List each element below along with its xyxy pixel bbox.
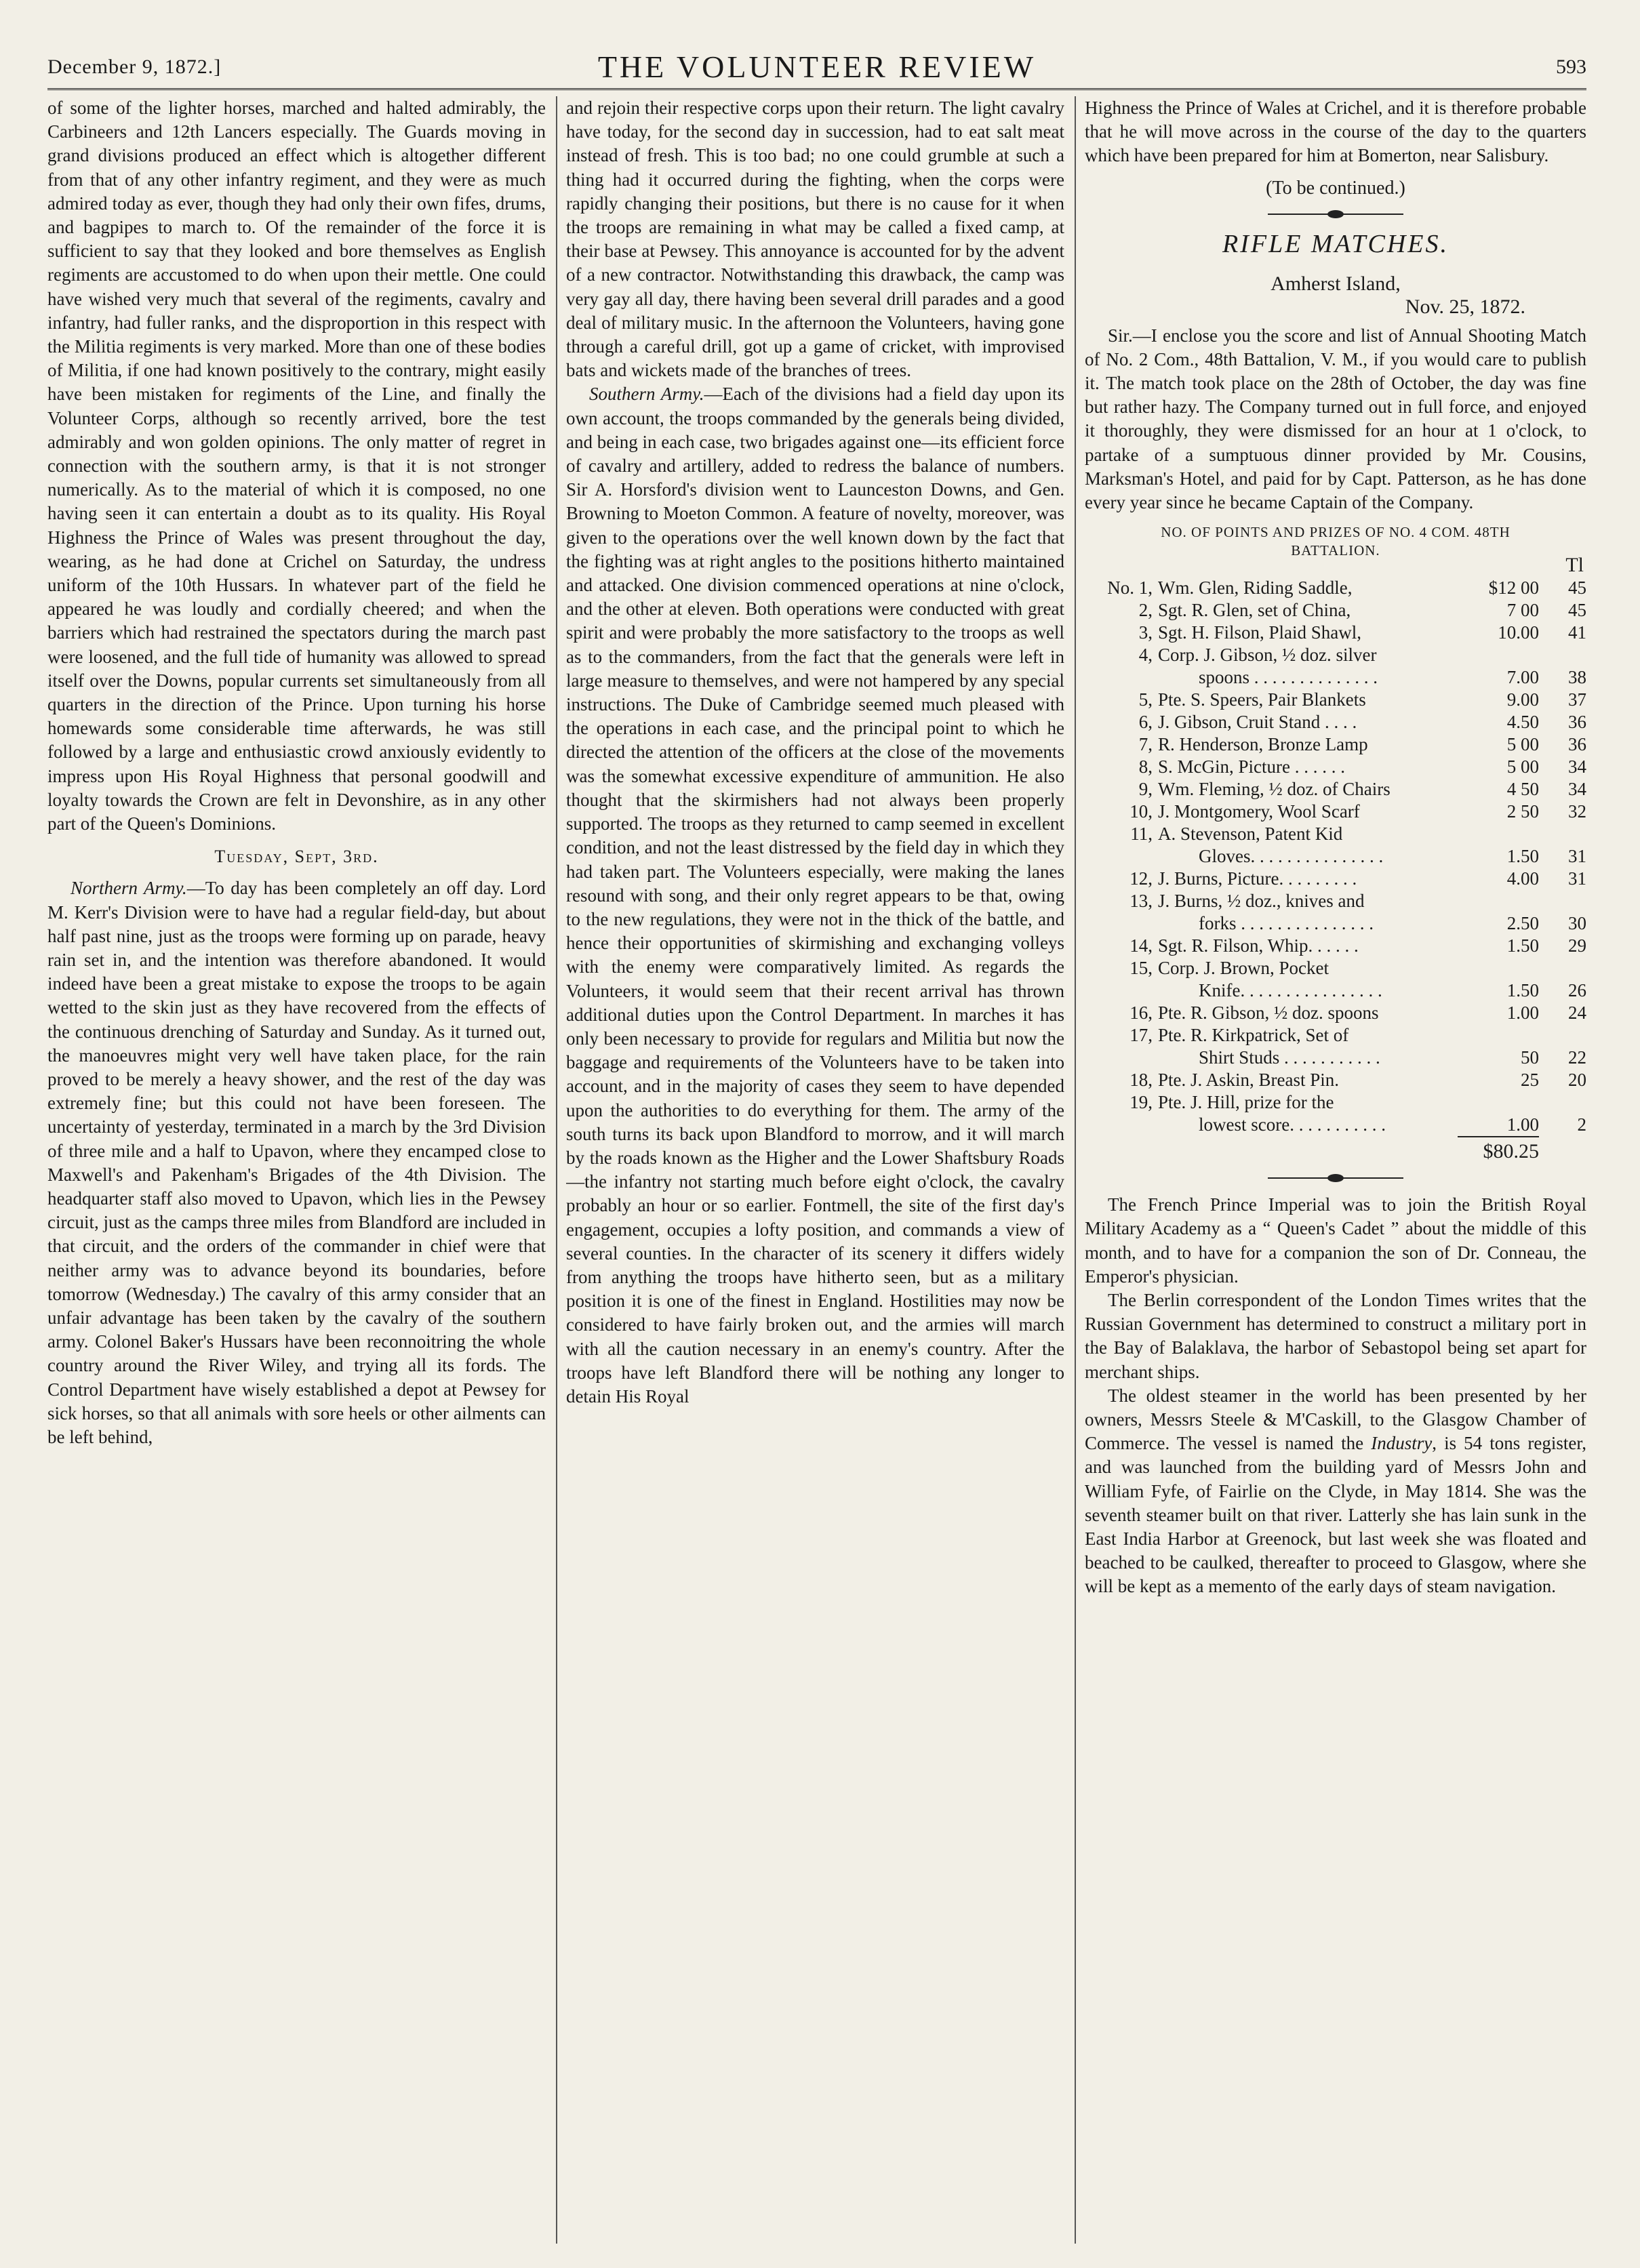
prize-amount: 4.00	[1506, 868, 1539, 889]
prize-amount	[1485, 823, 1539, 845]
prize-number: 8,	[1138, 756, 1153, 777]
prize-row	[1085, 666, 1586, 689]
prize-number: 12,	[1129, 868, 1153, 889]
prize-amount: 25	[1521, 1070, 1539, 1091]
prize-amount: 2 50	[1506, 801, 1539, 822]
ornament-divider	[1268, 1170, 1403, 1186]
prize-amount	[1485, 1024, 1539, 1047]
newspaper-page	[47, 41, 1586, 2244]
prize-description: lowest score. . . . . . . . . . .	[1199, 1114, 1386, 1135]
prize-row	[1085, 1047, 1586, 1069]
prize-amount: 1.00	[1506, 1003, 1539, 1024]
total-rule	[1458, 1136, 1539, 1137]
prize-amount: 2.50	[1506, 913, 1539, 934]
prize-number: 13,	[1129, 891, 1153, 912]
prize-row	[1085, 845, 1586, 868]
prize-row	[1085, 778, 1586, 801]
prize-points: 32	[1568, 801, 1586, 822]
prize-points: 2	[1577, 1114, 1586, 1135]
prize-points	[1539, 644, 1586, 666]
prize-points	[1539, 890, 1586, 912]
prize-table-title: BATTALION.	[1291, 542, 1380, 559]
prize-row	[1085, 912, 1586, 935]
prize-number: 2,	[1138, 600, 1153, 621]
prize-description: Pte. J. Askin, Breast Pin.	[1158, 1070, 1340, 1091]
prize-row	[1085, 979, 1586, 1002]
dateline-place: Amherst Island,	[1271, 272, 1401, 295]
prize-row	[1085, 1002, 1586, 1024]
prize-points: 20	[1568, 1070, 1586, 1091]
prize-row	[1085, 711, 1586, 733]
prize-number: 6,	[1138, 712, 1153, 733]
prize-description: Sgt. R. Filson, Whip. . . . . .	[1158, 935, 1359, 956]
article-paragraph	[47, 876, 546, 1449]
ornament-divider	[1268, 206, 1403, 222]
prize-description: Corp. J. Brown, Pocket	[1158, 958, 1329, 979]
prize-description: Pte. R. Gibson, ½ doz. spoons	[1158, 1003, 1379, 1024]
prize-number: 5,	[1138, 689, 1153, 710]
paragraph-lead: Southern Army.	[589, 384, 704, 405]
prize-list	[1085, 577, 1586, 1136]
prize-amount: $12 00	[1488, 578, 1539, 599]
prize-number: 16,	[1129, 1003, 1153, 1024]
prize-number	[1085, 1114, 1158, 1136]
prize-row	[1085, 935, 1586, 957]
news-paragraph	[1085, 1384, 1586, 1599]
prize-points: 26	[1568, 980, 1586, 1001]
prize-points: 34	[1568, 779, 1586, 800]
prize-number	[1085, 1047, 1158, 1069]
article-paragraph: and rejoin their respective corps upon their return. The light cavalry have today, for the second day in succession, had to eat salt meat instead of fresh. This is too bad; no one could grumble at such a thing had it occurred during the fighting, when the corps were rapidly changing their positions, but there is no cause for it when the troops are remaining in what may be called a fixed camp, at their base at Pewsey. This annoyance is accounted for by the advent of a new contractor. Notwithstanding this drawback, the camp was very gay all day, there having been several drill parades and a good deal of military music. In the afternoon the Volunteers, having gone through a careful drill, got up a game of cricket, with improvised bats and wickets made of the branches of trees.	[566, 98, 1064, 381]
column-3	[1085, 96, 1586, 2244]
prize-row	[1085, 733, 1586, 756]
prize-amount: 5 00	[1506, 756, 1539, 777]
prize-amount: 1.00	[1506, 1114, 1539, 1135]
column-rule	[556, 96, 557, 2244]
prize-number: 18,	[1129, 1070, 1153, 1091]
prize-amount: 50	[1521, 1047, 1539, 1068]
paragraph-lead: Northern Army.	[71, 878, 187, 899]
column-2	[566, 96, 1064, 2244]
prize-description: Wm. Glen, Riding Saddle,	[1158, 578, 1353, 599]
prize-description: Shirt Studs . . . . . . . . . . .	[1199, 1047, 1380, 1068]
prize-row	[1085, 1091, 1586, 1114]
prize-row	[1085, 689, 1586, 711]
prize-amount: 10.00	[1498, 622, 1539, 643]
prize-amount: 7 00	[1506, 600, 1539, 621]
prize-description: spoons . . . . . . . . . . . . . .	[1199, 667, 1378, 688]
page-number: 593	[1556, 56, 1586, 78]
prize-number: 3,	[1138, 622, 1153, 643]
prize-description: Knife. . . . . . . . . . . . . . . .	[1199, 980, 1382, 1001]
rifle-matches-heading: RIFLE MATCHES.	[1222, 229, 1449, 258]
prize-row	[1085, 756, 1586, 778]
publication-title: THE VOLUNTEER REVIEW	[597, 49, 1037, 84]
prize-number: 14,	[1129, 935, 1153, 956]
prize-amount: 9.00	[1506, 689, 1539, 710]
prize-row	[1085, 957, 1586, 979]
prize-points: 22	[1568, 1047, 1586, 1068]
prize-total: $80.25	[1483, 1140, 1539, 1163]
prize-description: J. Montgomery, Wool Scarf	[1158, 801, 1360, 822]
prize-number	[1085, 979, 1158, 1002]
prize-points: 30	[1568, 913, 1586, 934]
prize-amount	[1485, 957, 1539, 979]
letter-paragraph: Sir.—I enclose you the score and list of Annual Shooting Match of No. 2 Com., 48th Battalion, V. M., if you would care to publish it. The match took place on the 28th of October, the day was fine but rather hazy. The Company turned out in full force, and enjoyed it thoroughly, they were dismissed for an hour at 1 o'clock, to partake of a sumptuous dinner provided by Mr. Cousins, Marksman's Hotel, and paid for by Capt. Patterson, as he has done every year since he became Captain of the Company.	[1085, 325, 1586, 513]
prize-amount: 1.50	[1506, 846, 1539, 867]
prize-number: 9,	[1138, 779, 1153, 800]
article-paragraph: Highness the Prince of Wales at Crichel, and it is therefore probable that he will move across in the course of the day to the quarters which have been prepared for him at Bomerton, near Salisbury.	[1085, 98, 1586, 166]
article-paragraph	[566, 382, 1064, 1409]
news-text: The oldest steamer in the world has been presented by her owners, Messrs Steele & M'Caskill, to the Glasgow Chamber of Commerce. The vessel is named the	[1085, 1385, 1586, 1454]
issue-date: December 9, 1872.]	[47, 56, 222, 78]
prize-amount	[1485, 644, 1539, 666]
prize-points: 36	[1568, 712, 1586, 733]
dateline-date: Nov. 25, 1872.	[1405, 295, 1525, 318]
prize-number: 19,	[1129, 1092, 1153, 1113]
section-subhead: Tuesday, Sept, 3rd.	[214, 847, 379, 867]
prize-points: 34	[1568, 756, 1586, 777]
article-paragraph: of some of the lighter horses, marched and halted admirably, the Carbineers and 12th Lancers especially. The Guards moving in grand divisions produced an effect which is altogether different from that of any other infantry regiment, and they were as much admired today as ever, though they had only their own fifes, drums, and bagpipes to march to. Of the remainder of the force it is sufficient to say that they looked and bore themselves as English regiments are accustomed to do when upon their mettle. One could have wished very much that several of the regiments, cavalry and infantry, had fuller ranks, and the disproportion in this respect with the Militia regiments is very marked. More than one of these bodies of Militia, if one had known positively to the contrary, might easily have been mistaken for regiments of the Line, and finally the Volunteer Corps, although so recently arrived, bore the test admirably and won golden opinions. The only matter of regret in connection with the southern army, is that it is not stronger numerically. As to the material of which it is composed, no one having seen it can entertain a doubt as to its quality. His Royal Highness the Prince of Wales was present throughout the day, wearing, as he had done at Crichel on Saturday, the undress uniform of the 10th Hussars. In whatever part of the field he appeared he was loudly and cordially cheered; and when the barriers which had restrained the spectators during the march past were loosened, and the full tide of humanity was allowed to spread itself over the Downs, popular currents set simultaneously from all quarters in the direction of the Prince. Upon turning his horse homewards some considerable time afterwards, he was still followed by a large and enthusiastic crowd anxiously evidently to impress upon His Royal Highness that personal goodwill and loyalty towards the Crown are felt in Devonshire, as in any other part of the Queen's Dominions.	[47, 98, 546, 834]
news-paragraph: The French Prince Imperial was to join the British Royal Military Academy as a “ Queen's Cadet ” about the middle of this month, and to have for a companion the son of Dr. Conneau, the Emperor's physician.	[1085, 1194, 1586, 1287]
prize-description: forks . . . . . . . . . . . . . . .	[1199, 913, 1374, 934]
prize-row	[1085, 1114, 1586, 1136]
prize-row	[1085, 890, 1586, 912]
prize-points	[1539, 1024, 1586, 1047]
prize-table-title: NO. OF POINTS AND PRIZES OF NO. 4 COM. 48TH	[1161, 524, 1511, 541]
continued-note: (To be continued.)	[1266, 177, 1405, 199]
prize-number: 17,	[1129, 1025, 1153, 1046]
prize-number: 4,	[1138, 645, 1153, 666]
prize-description: Sgt. H. Filson, Plaid Shawl,	[1158, 622, 1362, 643]
prize-description: Pte. R. Kirkpatrick, Set of	[1158, 1025, 1349, 1046]
prize-amount	[1485, 890, 1539, 912]
column-rule	[1075, 96, 1076, 2244]
prize-description: J. Gibson, Cruit Stand . . . .	[1158, 712, 1357, 733]
prize-description: Pte. S. Speers, Pair Blankets	[1158, 689, 1366, 710]
points-column-header: Tl	[1565, 554, 1584, 577]
prize-points: 24	[1568, 1003, 1586, 1024]
prize-description: Gloves. . . . . . . . . . . . . . .	[1199, 846, 1384, 867]
prize-description: A. Stevenson, Patent Kid	[1158, 824, 1343, 845]
prize-description: R. Henderson, Bronze Lamp	[1158, 734, 1368, 755]
prize-number	[1085, 845, 1158, 868]
prize-number: 7,	[1138, 734, 1153, 755]
prize-number: 11,	[1130, 824, 1153, 845]
ship-name: Industry	[1371, 1433, 1433, 1454]
prize-points: 37	[1568, 689, 1586, 710]
prize-points: 41	[1568, 622, 1586, 643]
prize-description: J. Burns, Picture. . . . . . . . .	[1158, 868, 1357, 889]
prize-number	[1085, 666, 1158, 689]
prize-description: Sgt. R. Glen, set of China,	[1158, 600, 1351, 621]
prize-points	[1539, 823, 1586, 845]
prize-points: 38	[1568, 667, 1586, 688]
prize-amount: 4 50	[1506, 779, 1539, 800]
prize-description: Pte. J. Hill, prize for the	[1158, 1092, 1334, 1113]
prize-description: Wm. Fleming, ½ doz. of Chairs	[1158, 779, 1391, 800]
column-1	[47, 96, 546, 2244]
prize-points: 31	[1568, 846, 1586, 867]
prize-description: S. McGin, Picture . . . . . .	[1158, 756, 1345, 777]
prize-points: 45	[1568, 578, 1586, 599]
prize-row	[1085, 1024, 1586, 1047]
prize-row	[1085, 644, 1586, 666]
prize-amount: 4.50	[1506, 712, 1539, 733]
prize-row	[1085, 599, 1586, 622]
prize-description: J. Burns, ½ doz., knives and	[1158, 891, 1365, 912]
prize-points: 31	[1568, 868, 1586, 889]
paragraph-body: —To day has been completely an off day. Lord M. Kerr's Division were to have had a regular field-day, but about half past nine, just as the troops were forming up on parade, heavy rain set in, and the intention was therefore abandoned. It would indeed have been a great mistake to expose the troops to be again wetted to the skin just as they have recovered from the effects of the continuous drenching of Saturday and Sunday. As it turned out, the manoeuvres might very well have taken place, for the rain proved to be merely a heavy shower, and the rest of the day was extremely fine; but this could not have been foreseen. The uncertainty of yesterday, terminated in a march by the 3rd Division of three mile and a half to Upavon, where they encamped close to Maxwell's and Pakenham's Brigades of the 4th Division. The headquarter staff also moved to Upavon, which lies in the Pewsey circuit, just as the camps three miles from Blandford are included in that circuit, and the orders of the commander in chief were that neither army was to advance beyond its boundaries, before tomorrow (Wednesday.) The cavalry of this army consider that an unfair advantage has been taken by the cavalry of the southern army. Colonel Baker's Hussars have been reconnoitring the whole country around the River Wiley, and trying all its fords. The Control Department have wisely established a depot at Pewsey for sick horses, so that all animals with sore heels or other ailments can be left behind,	[47, 878, 546, 1447]
prize-number	[1085, 912, 1158, 935]
prize-description: Corp. J. Gibson, ½ doz. silver	[1158, 645, 1377, 666]
prize-amount: 1.50	[1506, 935, 1539, 956]
prize-points: 45	[1568, 600, 1586, 621]
prize-row	[1085, 823, 1586, 845]
prize-amount: 5 00	[1506, 734, 1539, 755]
prize-row	[1085, 622, 1586, 644]
news-text: , is 54 tons register, and was launched from the building yard of Messrs John and William Fyfe, of Fairlie on the Clyde, in May 1814. She was the seventh steamer built on that river. Latterly she has lain sunk in the East India Harbor at Greenock, but last week she was floated and beached to be caulked, thereafter to proceed to Glasgow, where she will be kept as a memento of the early days of steam navigation.	[1085, 1433, 1586, 1597]
masthead	[47, 41, 1586, 90]
news-paragraph: The Berlin correspondent of the London Times writes that the Russian Government has determined to construct a military port in the Bay of Balaklava, the harbor of Sebastopol being set apart for merchant ships.	[1085, 1290, 1586, 1382]
prize-points: 29	[1568, 935, 1586, 956]
prize-number: 10,	[1129, 801, 1153, 822]
prize-row	[1085, 577, 1586, 599]
prize-points	[1539, 957, 1586, 979]
prize-amount: 7.00	[1506, 667, 1539, 688]
prize-amount	[1485, 1091, 1539, 1114]
prize-row	[1085, 868, 1586, 890]
prize-points	[1539, 1091, 1586, 1114]
prize-amount: 1.50	[1506, 980, 1539, 1001]
paragraph-body: —Each of the divisions had a field day upon its own account, the troops commanded by the generals being divided, and being in each case, two brigades against one—its efficient force of cavalry and artillery, added to redress the balance of numbers. Sir A. Horsford's division went to Launceston Downs, and Gen. Browning to Moeton Common. A feature of novelty, moreover, was given to the operations over the well known down by the fact that the fighting was at right angles to the positions hitherto maintained and attacked. One division commenced operations at nine o'clock, and the other at eleven. Both operations were conducted with great spirit and were probably the more satisfactory to the troops as well as to the commanders, from the fact that the generals were left in large measure to themselves, and were not hampered by any special instructions. The Duke of Cambridge seemed much pleased with the operations in each case, and the principal point to which he directed the attention of the officers at the close of the movements was the somewhat excessive expenditure of ammunition. He also thought that the skirmishers had not always been properly supported. The troops as they returned to camp seemed in excellent condition, and not the least distressed by the field day in which they had taken part. The Volunteers especially, were making the lanes resound with song, and their only regret appears to be that, owing to the new regulations, they were not in the thick of the battle, and hence their opportunities of skirmishing and exchanging volleys with the enemy were comparatively limited. As regards the Volunteers, it would seem that their recent arrival has thrown additional duties upon the Control Department. In marches it has only been necessary to provide for regulars and Militia but now the baggage and requirements of the Volunteers have to be taken into account, and in the majority of cases they seem to have depended upon the authorities to do everything for them. The army of the south turns its back upon Blandford to morrow, and it will march by the roads known as the Higher and the Lower Shaftsbury Roads—the infantry not starting much before eight o'clock, the cavalry probably an hour or so earlier. Fontmell, the site of the first day's engagement, occupies a lofty position, and commands a view of several counties. In the character of its scenery it differs widely from anything the troops have hitherto seen, but as a military position it is one of the finest in England. Hostilities may now be considered to have fairly broken out, and the armies will march with all the caution necessary in an enemy's country. After the troops have left Blandford there will be nothing any longer to detain His Royal	[566, 384, 1064, 1406]
prize-number: 15,	[1129, 958, 1153, 979]
prize-points: 36	[1568, 734, 1586, 755]
prize-row	[1085, 801, 1586, 823]
prize-number: No. 1,	[1107, 578, 1153, 599]
columns	[47, 96, 1586, 2244]
prize-row	[1085, 1069, 1586, 1091]
